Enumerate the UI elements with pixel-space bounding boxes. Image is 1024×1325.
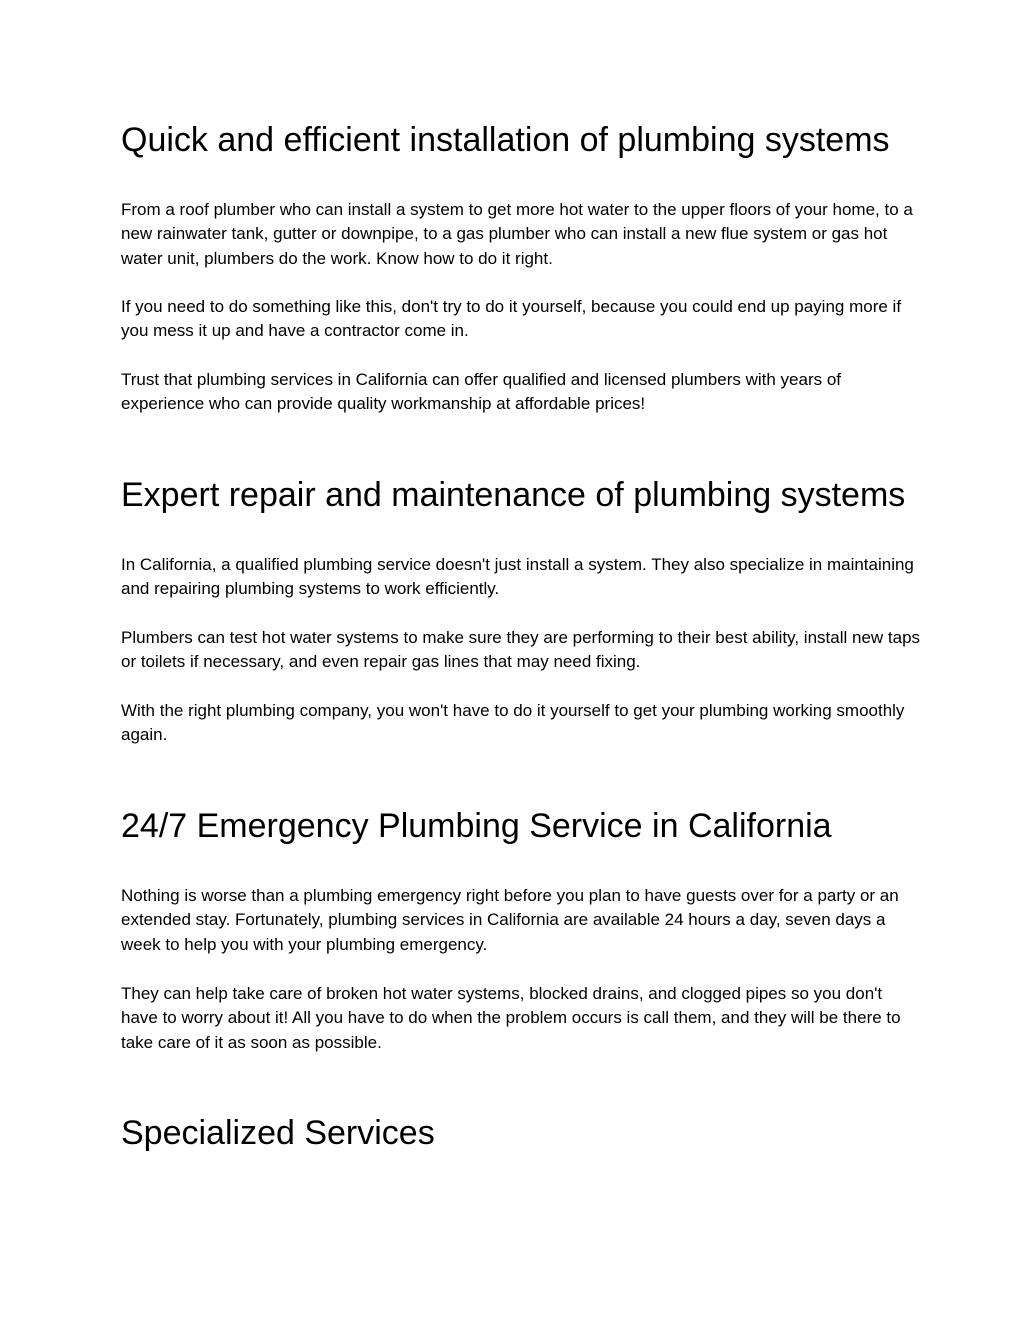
paragraph-installation-2: If you need to do something like this, don't try to do it yourself, because you could end up paying more if you mess it up and have a contractor come in. — [121, 297, 902, 341]
paragraph-installation-1: From a roof plumber who can install a system to get more hot water to the upper floors of your home, to a new rainwater tank, gutter or downpipe, to a gas plumber who can install a new flue system or gas hot water unit, plumbers do the work. Know how to do it right. — [121, 200, 913, 268]
paragraph-repair-3: With the right plumbing company, you won't have to do it yourself to get your plumbing working smoothly again. — [121, 701, 905, 745]
section-heading-installation: Quick and efficient installation of plumbing systems — [121, 121, 890, 159]
paragraph-emergency-1: Nothing is worse than a plumbing emergency right before you plan to have guests over for a party or an extended stay. Fortunately, plumbing services in California are available 24 hours a day, seven days a week to help you with your plumbing emergency. — [121, 886, 899, 954]
paragraph-emergency-2: They can help take care of broken hot water systems, blocked drains, and clogged pipes so you don't have to worry about it! All you have to do when the problem occurs is call them, and they will be there to take care of it as soon as possible. — [121, 984, 901, 1052]
paragraph-installation-3: Trust that plumbing services in California can offer qualified and licensed plumbers with years of experience who can provide quality workmanship at affordable prices! — [121, 370, 842, 414]
section-heading-specialized: Specialized Services — [121, 1114, 435, 1152]
paragraph-repair-1: In California, a qualified plumbing service doesn't just install a system. They also specialize in maintaining and repairing plumbing systems to work efficiently. — [121, 555, 914, 599]
section-heading-emergency: 24/7 Emergency Plumbing Service in California — [121, 807, 832, 845]
paragraph-repair-2: Plumbers can test hot water systems to make sure they are performing to their best ability, install new taps or toilets if necessary, and even repair gas lines that may need fixing. — [121, 628, 921, 672]
section-heading-repair: Expert repair and maintenance of plumbing systems — [121, 476, 906, 514]
